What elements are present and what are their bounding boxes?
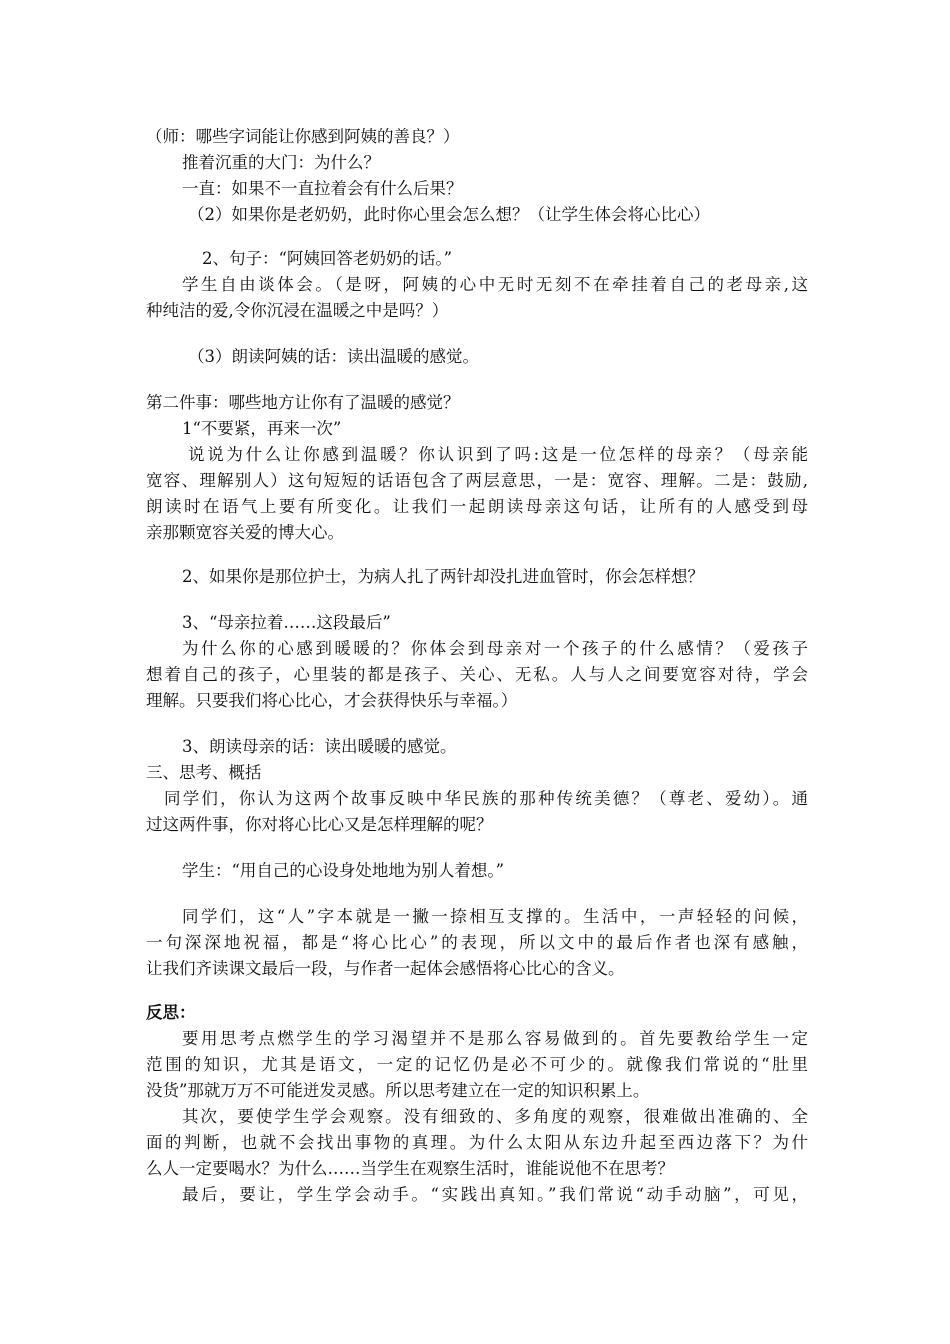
text-line: 学生自由谈体会。（是呀，阿姨的心中无时无刻不在牵挂着自己的老母亲,这: [182, 275, 808, 294]
text-line: （师：哪些字词能让你感到阿姨的善良？）: [146, 127, 460, 146]
text-line: 同学们，这“人”字本就是一撇一捺相互支撑的。生活中，一声轻轻的问候，: [182, 907, 808, 926]
text-line: 学生：“用自己的心设身处地地为别人着想。”: [182, 861, 505, 880]
text-line: 理解。只要我们将心比心，才会获得快乐与幸福。）: [146, 691, 518, 710]
text-line: 说说为什么让你感到温暖？你认识到了吗:这是一位怎样的母亲？（母亲能: [188, 445, 808, 464]
text-line: （2）如果你是老奶奶，此时你心里会怎么想？（让学生体会将心比心）: [188, 205, 710, 224]
text-line: 面的判断，也就不会找出事物的真理。为什么太阳从东边升起至西边落下？为什: [146, 1133, 808, 1152]
subheading-line: 1“不要紧，再来一次”: [182, 419, 342, 438]
text-line: 要用思考点燃学生的学习渴望并不是那么容易做到的。首先要教给学生一定: [182, 1029, 808, 1048]
text-line: 推着沉重的大门：为什么？: [182, 153, 380, 172]
text-line: 范围的知识，尤其是语文，一定的记忆仍是必不可少的。就像我们常说的“肚里: [146, 1055, 808, 1074]
text-line: 没货”那就万万不可能迸发灵感。所以思考建立在一定的知识积累上。: [146, 1081, 650, 1100]
text-line: 最后，要让，学生学会动手。“实践出真知。”我们常说“动手动脑”，可见，: [182, 1185, 808, 1204]
text-line: 想着自己的孩子，心里装的都是孩子、关心、无私。人与人之间要宽容对待，学会: [146, 665, 808, 684]
section-heading: 三、思考、概括: [146, 763, 262, 782]
text-line: 2、如果你是那位护士，为病人扎了两针却没扎进血管时，你会怎样想？: [182, 567, 704, 586]
subheading-line: 2、句子：“阿姨回答老奶奶的话。”: [202, 249, 453, 268]
subheading-line: 3、“母亲拉着……这段最后”: [182, 613, 391, 632]
text-line: 亲那颗宽容关爱的博大心。: [146, 523, 344, 542]
text-line: 宽容、理解别人）这句短短的话语包含了两层意思，一是：宽容、理解。二是：鼓励,: [146, 471, 808, 490]
text-line: 其次，要使学生学会观察。没有细致的、多角度的观察，很难做出准确的、全: [182, 1107, 808, 1126]
text-line: 让我们齐读课文最后一段，与作者一起体会感悟将心比心的含义。: [146, 959, 625, 978]
reflection-heading: 反思：: [146, 1003, 196, 1022]
text-line: 3、朗读母亲的话：读出暖暖的感觉。: [182, 737, 457, 756]
text-line: 种纯洁的爱,令你沉浸在温暖之中是吗？）: [146, 301, 449, 320]
section-line: 第二件事：哪些地方让你有了温暖的感觉？: [146, 393, 460, 412]
text-line: 一句深深地祝福，都是“将心比心”的表现，所以文中的最后作者也深有感触，: [146, 933, 808, 952]
text-line: 么人一定要喝水？为什么……当学生在观察生活时，谁能说他不在思考？: [146, 1159, 674, 1178]
text-line: 朗读时在语气上要有所变化。让我们一起朗读母亲这句话，让所有的人感受到母: [146, 497, 808, 516]
text-line: 过这两件事，你对将心比心又是怎样理解的呢？: [146, 815, 493, 834]
text-line: 为什么你的心感到暖暖的？你体会到母亲对一个孩子的什么感情？（爱孩子: [182, 639, 808, 658]
text-line: 一直：如果不一直拉着会有什么后果？: [182, 179, 463, 198]
text-line: （3）朗读阿姨的话：读出温暖的感觉。: [188, 347, 479, 366]
text-line: 同学们，你认为这两个故事反映中华民族的那种传统美德？（尊老、爱幼）。通: [164, 789, 808, 808]
